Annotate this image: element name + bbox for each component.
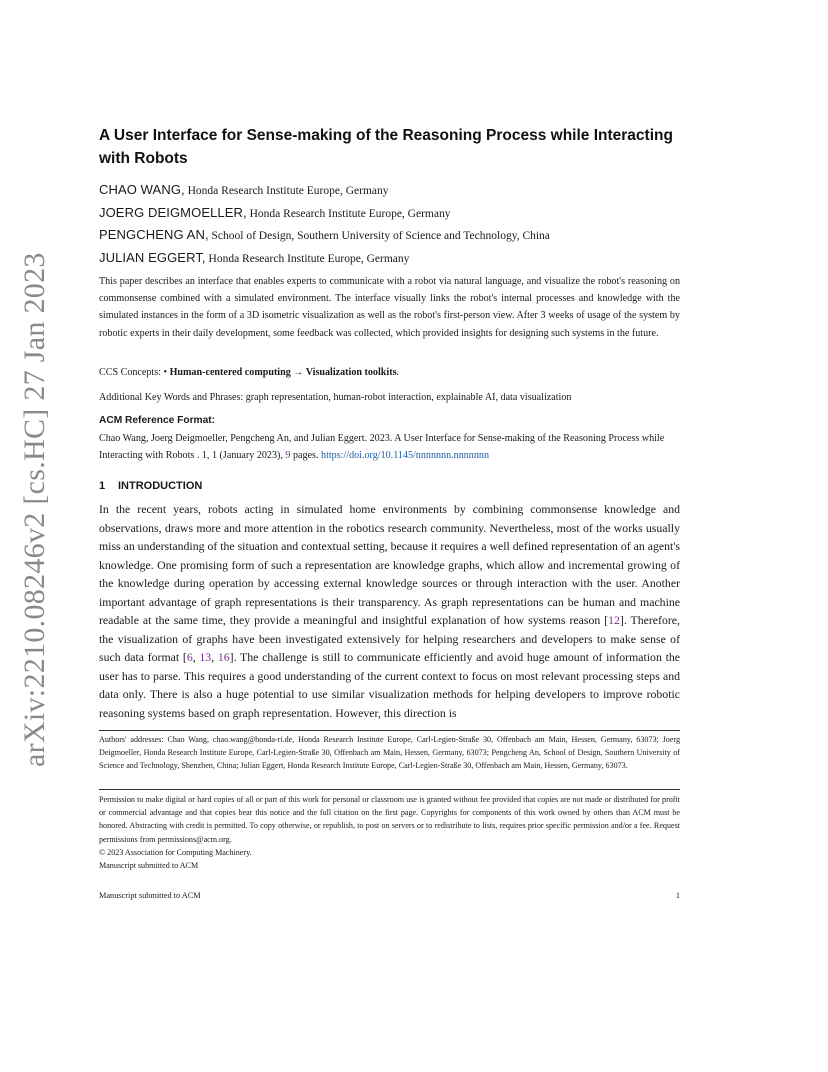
author-name: JOERG DEIGMOELLER, <box>99 204 247 220</box>
author-list <box>99 179 680 269</box>
citation-link[interactable]: 12 <box>608 613 620 628</box>
reference-citation: Chao Wang, Joerg Deigmoeller, Pengcheng An, and Julian Eggert. 2023. A User Interface for Sense-making of the Reasoning Process while Interacting with Robots . 1, 1 (January 2023), <box>99 433 665 462</box>
author-affiliation: School of Design, Southern University of Science and Technology, China <box>208 230 550 242</box>
addresses-text: Authors' addresses: Chao Wang, chao.wang@honda-ri.de, Honda Research Institute Europe, Carl-Legien-Straße 30, Offenbach am Main, Hessen, Germany, 63073; Joerg Deigmoeller, Honda Research Institute Europe, Carl-Legien-Straße 30, Offenbach am Main, Hessen, Germany, 63073; Pengcheng An, School of Design, Southern University of Science and Technology, Shenzhen, China; Julian Eggert, Honda Research Institute Europe, Carl-Legien-Straße 30, Offenbach am Main, Hessen, Germany, 63073. <box>99 735 680 771</box>
intro-text-part: ]. Therefore, the visualization of graphs have been investigated extensively for helping researchers and developers to make sense of such data format [ <box>99 613 680 665</box>
citation-separator: , <box>211 650 218 665</box>
manuscript-note: Manuscript submitted to ACM <box>99 861 199 871</box>
author-entry <box>99 247 680 270</box>
abstract: This paper describes an interface that enables experts to communicate with a robot via natural language, and visualize the robot's reasoning on commonsense combined with a simulated environment. The interface visually links the robot's internal processes and knowledge with the simulated instances in the form of a 3D isometric visualization as well as the robot's first-person view. After 3 weeks of usage of the system by robotic experts in their daily development, some feedback was collected, which provided insights for designing such systems in the future. <box>99 276 680 339</box>
arxiv-side-stamp: arXiv:2210.08246v2 [cs.HC] 27 Jan 2023 <box>18 252 51 768</box>
author-name: PENGCHENG AN, <box>99 227 209 242</box>
citation-separator: , <box>192 650 200 665</box>
author-entry <box>99 179 680 202</box>
ccs-prefix: CCS Concepts: • <box>99 367 170 378</box>
paper-title: A User Interface for Sense-making of the Reasoning Process while Interacting with Robots <box>99 127 673 167</box>
citation-link[interactable]: 13 <box>199 650 212 665</box>
doi-link[interactable]: https://doi.org/10.1145/nnnnnnn.nnnnnnn <box>321 450 489 462</box>
copyright-text: © 2023 Association for Computing Machinery. <box>99 847 252 857</box>
citation-link[interactable]: 6 <box>186 650 193 665</box>
authors-addresses <box>99 733 680 773</box>
citation-link[interactable]: 16 <box>217 650 230 665</box>
ccs-suffix: . <box>396 367 400 378</box>
author-entry <box>99 202 680 225</box>
author-name: JULIAN EGGERT, <box>99 249 206 265</box>
page-number: 1 <box>675 891 680 900</box>
author-entry <box>99 224 680 247</box>
permission-divider <box>99 789 680 790</box>
pages-link[interactable]: 9 <box>285 450 291 462</box>
introduction-paragraph <box>99 500 680 723</box>
author-affiliation: Honda Research Institute Europe, Germany <box>205 252 410 265</box>
pages-suffix: pages. <box>290 450 322 462</box>
ccs-concepts <box>99 364 680 381</box>
permission-text: Permission to make digital or hard copies of all or part of this work for personal or classroom use is granted without fee provided that copies are not made or distributed for profit or commercial advantage and that copies bear this notice and the full citation on the first page. Copyrights for components of this work owned by others than ACM must be honored. Abstracting with credit is permitted. To copy otherwise, or republish, to post on servers or to redistribute to lists, requires prior specific permission and/or a fee. Request permissions from permissions@acm.org. <box>99 795 680 844</box>
author-affiliation: Honda Research Institute Europe, Germany <box>246 207 451 220</box>
section-title: INTRODUCTION <box>118 480 203 492</box>
footer-left: Manuscript submitted to ACM <box>99 891 201 900</box>
acm-reference-heading: ACM Reference Format: <box>99 415 216 426</box>
intro-text-part: ]. The challenge is still to communicate efficiently and avoid huge amount of information the user has to parse. This requires a good understanding of the current context to focus on most relevant processing steps and data only. There is also a huge potential to use similar visualization methods for helping developers to improve robotic reasoning systems based on graph representation. However, this direction is <box>99 650 680 721</box>
author-affiliation: Honda Research Institute Europe, Germany <box>184 185 389 197</box>
page-footer <box>99 890 680 902</box>
acm-reference-text <box>99 430 680 465</box>
section-number: 1 <box>99 480 106 492</box>
intro-text-part: In the recent years, robots acting in simulated home environments by combining commonsense knowledge and observations, draws more and more attention in the robotics research community. Nevertheless, most of the works usually miss an understanding of the situation and contextual setting, because it requires a well defined representation of an agent's knowledge. One promising form of such a representation are knowledge graphs, which allow and incremental growing of the knowledge during operation by accessing external knowledge sources or through interaction with the user. Another important advantage of graph representations is their transparency. As graph representations can be human and machine readable at the same time, they provide a meaningful and insightful explanation of how systems reason [ <box>99 502 680 628</box>
ccs-concept: Human-centered computing → Visualization toolkits <box>169 367 397 378</box>
author-name: CHAO WANG, <box>99 182 185 197</box>
permission-block <box>99 793 680 872</box>
keywords: Additional Key Words and Phrases: graph representation, human-robot interaction, explainable AI, data visualization <box>99 392 572 403</box>
footnote-divider <box>99 730 680 731</box>
section-heading <box>99 478 680 494</box>
